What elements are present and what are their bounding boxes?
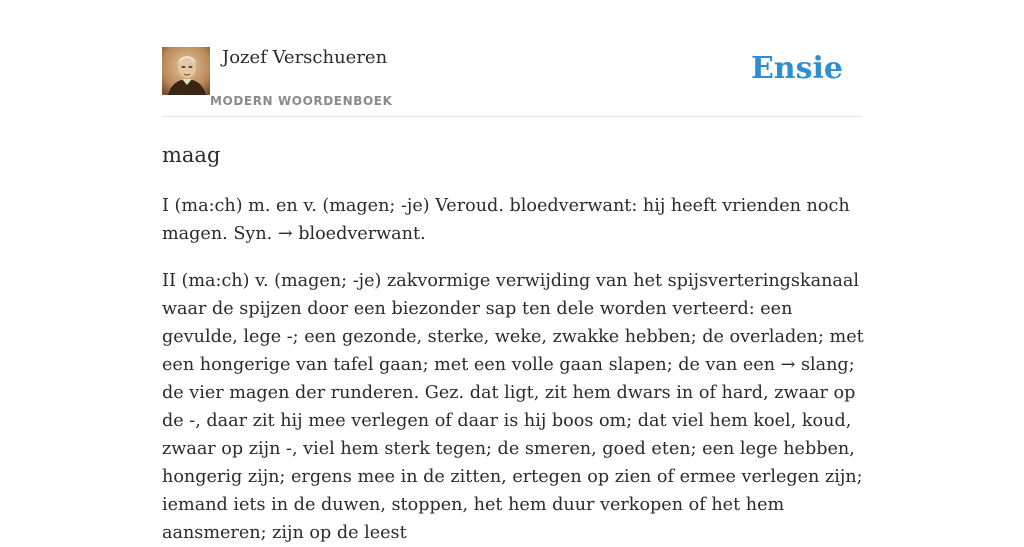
definition-paragraph: I (ma:ch) m. en v. (magen; -je) Veroud. bloedverwant: hij heeft vrienden noch magen. Syn. → bloedverwant.	[162, 196, 850, 244]
dictionary-name[interactable]: MODERN WOORDENBOEK	[210, 94, 393, 108]
definition-paragraph: II (ma:ch) v. (magen; -je) zakvormige verwijding van het spijsverteringskanaal waar de spijzen door een biezonder sap ten dele worden verteerd: een gevulde, lege -; een gezonde, sterke, weke, zwakke hebben; de overladen; met een hongerige van tafel gaan; met een volle gaan slapen; de van een → slang; de vier magen der runderen. Gez. dat ligt, zit hem dwars in of hard, zwaar op de -, daar zit hij mee verlegen of daar is hij boos om; dat viel hem koel, koud, zwaar op zijn -, viel hem sterk tegen; de smeren, goed eten; een lege hebben, hongerig zijn; ergens mee in de zitten, ertegen op zien of ermee verlegen zijn; iemand iets in de duwen, stoppen, het hem duur verkopen of het hem aansmeren; zijn op de leest	[162, 271, 864, 543]
site-header	[162, 0, 862, 117]
entry-headword: maag	[162, 143, 221, 167]
author-name[interactable]: Jozef Verschueren	[222, 47, 388, 68]
author-avatar-icon[interactable]	[162, 47, 210, 95]
ensie-logo[interactable]: Ensie	[750, 51, 843, 86]
author-portrait-icon	[162, 47, 210, 95]
